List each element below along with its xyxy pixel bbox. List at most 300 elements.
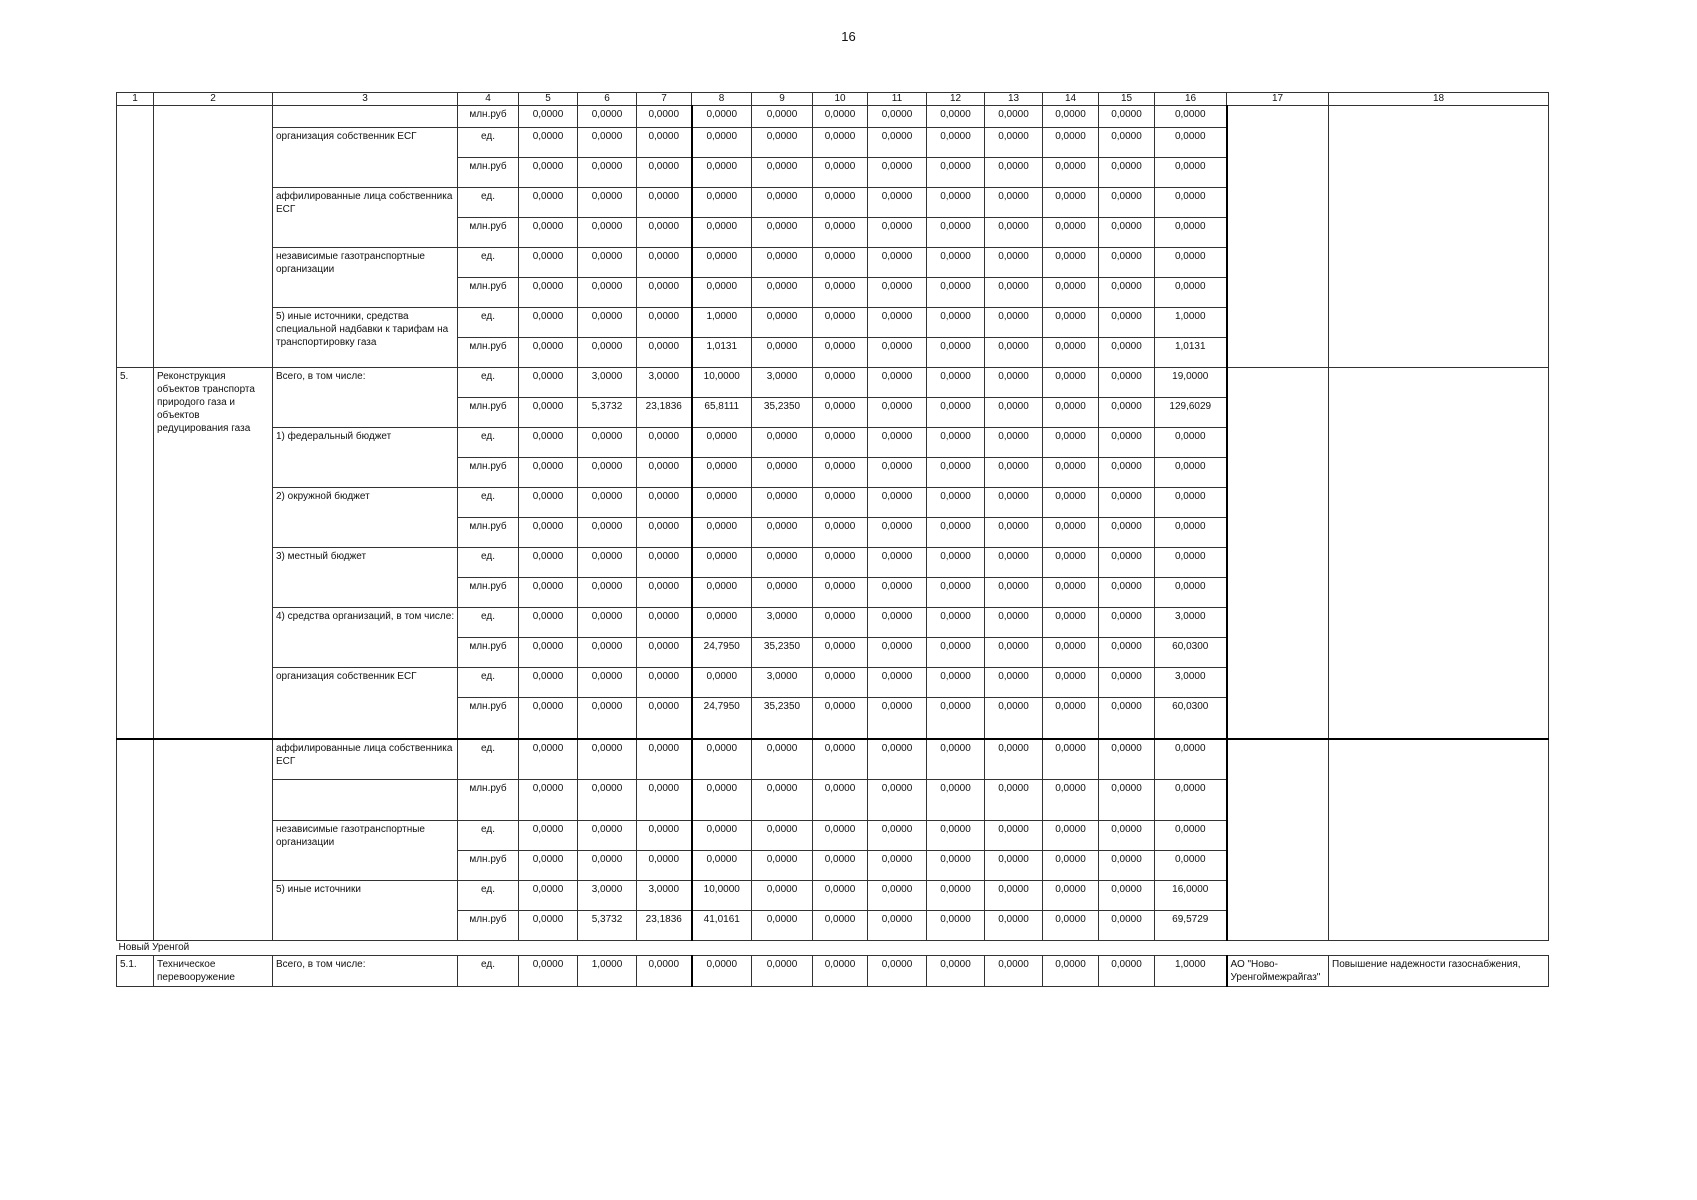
source-cell: организация собственник ЕСГ [273, 128, 458, 188]
value-cell: 0,0000 [1099, 638, 1155, 668]
value-cell: 0,0000 [1043, 608, 1099, 638]
value-cell: 0,0000 [985, 428, 1043, 458]
value-cell: 0,0000 [1099, 488, 1155, 518]
unit-cell: ед. [458, 488, 519, 518]
value-cell: 0,0000 [637, 458, 692, 488]
value-cell: 0,0000 [692, 608, 752, 638]
value-cell: 0,0000 [1099, 188, 1155, 218]
col-header: 2 [154, 93, 273, 106]
value-cell: 0,0000 [813, 128, 868, 158]
value-cell: 35,2350 [752, 698, 813, 739]
source-cell: Всего, в том числе: [273, 368, 458, 428]
value-cell: 0,0000 [985, 668, 1043, 698]
unit-cell: ед. [458, 188, 519, 218]
value-cell: 0,0000 [692, 488, 752, 518]
value-cell: 0,0000 [868, 368, 927, 398]
value-cell: 0,0000 [868, 128, 927, 158]
unit-cell: млн.руб [458, 278, 519, 308]
value-cell: 0,0000 [927, 458, 985, 488]
value-cell: 0,0000 [752, 821, 813, 851]
value-cell: 0,0000 [813, 698, 868, 739]
value-cell: 0,0000 [692, 780, 752, 821]
source-cell: аффилированные лица собственника ЕСГ [273, 739, 458, 780]
value-cell: 0,0000 [813, 248, 868, 278]
value-cell: 0,0000 [637, 518, 692, 548]
unit-cell: млн.руб [458, 851, 519, 881]
value-cell: 0,0000 [1099, 106, 1155, 128]
value-cell: 0,0000 [519, 638, 578, 668]
value-cell: 0,0000 [985, 368, 1043, 398]
unit-cell: ед. [458, 308, 519, 338]
value-cell: 0,0000 [813, 739, 868, 780]
purpose-cell: Повышение надежности газоснабжения, [1329, 956, 1549, 987]
value-cell: 0,0000 [637, 278, 692, 308]
unit-cell: ед. [458, 956, 519, 987]
value-cell: 0,0000 [578, 578, 637, 608]
value-cell: 0,0000 [1099, 668, 1155, 698]
value-cell: 0,0000 [1043, 698, 1099, 739]
value-cell: 0,0000 [692, 158, 752, 188]
unit-cell: млн.руб [458, 158, 519, 188]
value-cell: 0,0000 [985, 488, 1043, 518]
source-cell [273, 780, 458, 821]
value-cell: 0,0000 [1043, 458, 1099, 488]
unit-cell: ед. [458, 608, 519, 638]
value-cell: 3,0000 [752, 668, 813, 698]
value-cell: 0,0000 [637, 248, 692, 278]
value-cell: 0,0000 [813, 608, 868, 638]
value-cell: 0,0000 [813, 428, 868, 458]
value-cell: 0,0000 [578, 106, 637, 128]
purpose-cell [1329, 739, 1549, 941]
value-cell: 0,0000 [578, 518, 637, 548]
value-cell: 0,0000 [1099, 368, 1155, 398]
value-cell: 0,0000 [868, 188, 927, 218]
value-cell: 0,0000 [1043, 278, 1099, 308]
unit-cell: ед. [458, 368, 519, 398]
value-cell: 0,0000 [985, 739, 1043, 780]
value-cell: 0,0000 [1155, 128, 1227, 158]
value-cell: 0,0000 [1099, 308, 1155, 338]
value-cell: 0,0000 [752, 128, 813, 158]
value-cell: 0,0000 [927, 488, 985, 518]
measure-name-cell [154, 739, 273, 941]
value-cell: 0,0000 [1043, 428, 1099, 458]
value-cell: 0,0000 [519, 548, 578, 578]
value-cell: 0,0000 [692, 278, 752, 308]
value-cell: 0,0000 [1043, 158, 1099, 188]
value-cell: 0,0000 [1043, 488, 1099, 518]
value-cell: 0,0000 [637, 488, 692, 518]
value-cell: 0,0000 [752, 278, 813, 308]
value-cell: 0,0000 [927, 248, 985, 278]
value-cell: 0,0000 [813, 106, 868, 128]
value-cell: 0,0000 [1155, 278, 1227, 308]
unit-cell: млн.руб [458, 698, 519, 739]
value-cell: 0,0000 [578, 128, 637, 158]
value-cell: 1,0000 [692, 308, 752, 338]
value-cell: 0,0000 [637, 608, 692, 638]
value-cell: 0,0000 [1099, 608, 1155, 638]
value-cell: 0,0000 [868, 638, 927, 668]
value-cell: 0,0000 [1043, 218, 1099, 248]
value-cell: 3,0000 [752, 608, 813, 638]
value-cell: 0,0000 [813, 158, 868, 188]
col-header: 15 [1099, 93, 1155, 106]
value-cell: 0,0000 [519, 368, 578, 398]
value-cell: 16,0000 [1155, 881, 1227, 911]
value-cell: 0,0000 [752, 881, 813, 911]
value-cell: 0,0000 [578, 188, 637, 218]
value-cell: 0,0000 [985, 218, 1043, 248]
header-row [117, 93, 1549, 106]
col-header: 16 [1155, 93, 1227, 106]
value-cell: 0,0000 [868, 518, 927, 548]
source-cell: аффилированные лица собственника ЕСГ [273, 188, 458, 248]
table-row [117, 739, 1549, 780]
value-cell: 0,0000 [637, 698, 692, 739]
value-cell: 0,0000 [519, 881, 578, 911]
value-cell: 0,0000 [637, 668, 692, 698]
value-cell: 0,0000 [1155, 248, 1227, 278]
value-cell: 0,0000 [1099, 218, 1155, 248]
measure-name-cell [154, 106, 273, 368]
executor-cell [1227, 368, 1329, 739]
value-cell: 0,0000 [1155, 488, 1227, 518]
col-header: 10 [813, 93, 868, 106]
value-cell: 0,0000 [752, 158, 813, 188]
value-cell: 0,0000 [578, 851, 637, 881]
unit-cell: ед. [458, 128, 519, 158]
table-row [117, 106, 1549, 128]
value-cell: 0,0000 [692, 128, 752, 158]
value-cell: 0,0000 [985, 851, 1043, 881]
value-cell: 0,0000 [813, 911, 868, 941]
source-cell: 4) средства организаций, в том числе: [273, 608, 458, 668]
value-cell: 0,0000 [578, 638, 637, 668]
value-cell: 0,0000 [985, 608, 1043, 638]
value-cell: 0,0000 [1099, 698, 1155, 739]
value-cell: 60,0300 [1155, 698, 1227, 739]
value-cell: 0,0000 [637, 739, 692, 780]
value-cell: 0,0000 [519, 668, 578, 698]
value-cell: 0,0000 [637, 851, 692, 881]
value-cell: 0,0000 [637, 128, 692, 158]
value-cell: 0,0000 [868, 548, 927, 578]
value-cell: 0,0000 [1155, 458, 1227, 488]
value-cell: 0,0000 [752, 248, 813, 278]
value-cell: 0,0000 [752, 578, 813, 608]
value-cell: 0,0000 [868, 578, 927, 608]
value-cell: 0,0000 [637, 428, 692, 458]
value-cell: 0,0000 [578, 488, 637, 518]
value-cell: 0,0000 [1043, 128, 1099, 158]
value-cell: 0,0000 [519, 956, 578, 987]
row-number-cell [117, 106, 154, 368]
executor-cell: АО "Ново-Уренгоймежрайгаз" [1227, 956, 1329, 987]
value-cell: 0,0000 [519, 780, 578, 821]
value-cell: 0,0000 [1043, 821, 1099, 851]
value-cell: 0,0000 [752, 458, 813, 488]
value-cell: 0,0000 [692, 548, 752, 578]
value-cell: 0,0000 [927, 780, 985, 821]
value-cell: 0,0000 [868, 698, 927, 739]
value-cell: 0,0000 [578, 428, 637, 458]
value-cell: 0,0000 [927, 608, 985, 638]
value-cell: 0,0000 [692, 739, 752, 780]
value-cell: 0,0000 [578, 158, 637, 188]
value-cell: 0,0000 [927, 578, 985, 608]
table-body [117, 106, 1549, 987]
value-cell: 0,0000 [1043, 308, 1099, 338]
value-cell: 0,0000 [692, 188, 752, 218]
value-cell: 0,0000 [985, 398, 1043, 428]
value-cell: 3,0000 [1155, 608, 1227, 638]
value-cell: 0,0000 [637, 780, 692, 821]
value-cell: 0,0000 [692, 106, 752, 128]
col-header: 12 [927, 93, 985, 106]
value-cell: 0,0000 [985, 518, 1043, 548]
unit-cell: млн.руб [458, 106, 519, 128]
value-cell: 0,0000 [692, 518, 752, 548]
col-header: 5 [519, 93, 578, 106]
col-header: 14 [1043, 93, 1099, 106]
value-cell: 0,0000 [985, 821, 1043, 851]
value-cell: 24,7950 [692, 698, 752, 739]
value-cell: 0,0000 [578, 739, 637, 780]
unit-cell: ед. [458, 739, 519, 780]
value-cell: 0,0000 [1043, 248, 1099, 278]
value-cell: 0,0000 [637, 106, 692, 128]
page-number: 16 [841, 29, 856, 44]
value-cell: 0,0000 [1099, 851, 1155, 881]
value-cell: 0,0000 [519, 248, 578, 278]
value-cell: 0,0000 [927, 851, 985, 881]
section-title: Новый Уренгой [117, 941, 1549, 956]
value-cell: 10,0000 [692, 881, 752, 911]
col-header: 17 [1227, 93, 1329, 106]
col-header: 1 [117, 93, 154, 106]
value-cell: 0,0000 [1155, 739, 1227, 780]
value-cell: 0,0000 [985, 956, 1043, 987]
value-cell: 0,0000 [519, 106, 578, 128]
value-cell: 0,0000 [519, 218, 578, 248]
value-cell: 0,0000 [813, 338, 868, 368]
unit-cell: млн.руб [458, 398, 519, 428]
value-cell: 0,0000 [1099, 518, 1155, 548]
value-cell: 0,0000 [927, 188, 985, 218]
value-cell: 0,0000 [752, 911, 813, 941]
value-cell: 0,0000 [868, 881, 927, 911]
value-cell: 0,0000 [578, 308, 637, 338]
value-cell: 0,0000 [1155, 851, 1227, 881]
value-cell: 0,0000 [519, 458, 578, 488]
value-cell: 0,0000 [985, 128, 1043, 158]
value-cell: 1,0000 [1155, 308, 1227, 338]
value-cell: 0,0000 [985, 548, 1043, 578]
value-cell: 0,0000 [927, 638, 985, 668]
value-cell: 0,0000 [813, 851, 868, 881]
value-cell: 0,0000 [813, 638, 868, 668]
unit-cell: млн.руб [458, 578, 519, 608]
value-cell: 0,0000 [927, 911, 985, 941]
value-cell: 0,0000 [692, 458, 752, 488]
executor-cell [1227, 739, 1329, 941]
value-cell: 3,0000 [578, 881, 637, 911]
value-cell: 0,0000 [868, 608, 927, 638]
col-header: 9 [752, 93, 813, 106]
value-cell: 0,0000 [692, 248, 752, 278]
value-cell: 19,0000 [1155, 368, 1227, 398]
value-cell: 0,0000 [927, 158, 985, 188]
value-cell: 0,0000 [985, 308, 1043, 338]
value-cell: 0,0000 [578, 248, 637, 278]
value-cell: 0,0000 [637, 338, 692, 368]
value-cell: 0,0000 [519, 158, 578, 188]
value-cell: 0,0000 [519, 518, 578, 548]
value-cell: 0,0000 [813, 780, 868, 821]
value-cell: 0,0000 [868, 851, 927, 881]
value-cell: 0,0000 [519, 739, 578, 780]
value-cell: 0,0000 [1099, 128, 1155, 158]
unit-cell: млн.руб [458, 218, 519, 248]
value-cell: 0,0000 [813, 548, 868, 578]
value-cell: 0,0000 [578, 218, 637, 248]
source-cell [273, 106, 458, 128]
unit-cell: млн.руб [458, 638, 519, 668]
value-cell: 0,0000 [1099, 398, 1155, 428]
value-cell: 0,0000 [1099, 739, 1155, 780]
value-cell: 0,0000 [519, 428, 578, 458]
value-cell: 0,0000 [868, 428, 927, 458]
value-cell: 0,0000 [1099, 578, 1155, 608]
col-header: 3 [273, 93, 458, 106]
value-cell: 0,0000 [1155, 780, 1227, 821]
value-cell: 24,7950 [692, 638, 752, 668]
investment-table [116, 92, 1549, 987]
value-cell: 0,0000 [868, 278, 927, 308]
value-cell: 1,0131 [692, 338, 752, 368]
value-cell: 23,1836 [637, 911, 692, 941]
value-cell: 0,0000 [813, 578, 868, 608]
value-cell: 0,0000 [868, 668, 927, 698]
value-cell: 0,0000 [927, 548, 985, 578]
col-header: 8 [692, 93, 752, 106]
value-cell: 0,0000 [868, 308, 927, 338]
value-cell: 0,0000 [1043, 188, 1099, 218]
value-cell: 0,0000 [1043, 739, 1099, 780]
row-number-cell: 5. [117, 368, 154, 739]
value-cell: 0,0000 [1043, 668, 1099, 698]
value-cell: 0,0000 [1043, 638, 1099, 668]
value-cell: 0,0000 [752, 188, 813, 218]
value-cell: 0,0000 [752, 338, 813, 368]
value-cell: 0,0000 [868, 338, 927, 368]
source-cell: Всего, в том числе: [273, 956, 458, 987]
value-cell: 0,0000 [1155, 548, 1227, 578]
purpose-cell [1329, 106, 1549, 368]
source-cell: 3) местный бюджет [273, 548, 458, 608]
value-cell: 0,0000 [985, 158, 1043, 188]
col-header: 18 [1329, 93, 1549, 106]
value-cell: 0,0000 [927, 218, 985, 248]
source-cell: организация собственник ЕСГ [273, 668, 458, 739]
value-cell: 65,8111 [692, 398, 752, 428]
value-cell: 0,0000 [985, 881, 1043, 911]
value-cell: 35,2350 [752, 638, 813, 668]
value-cell: 5,3732 [578, 911, 637, 941]
value-cell: 0,0000 [637, 578, 692, 608]
value-cell: 0,0000 [1043, 398, 1099, 428]
unit-cell: ед. [458, 428, 519, 458]
value-cell: 0,0000 [927, 308, 985, 338]
value-cell: 0,0000 [692, 428, 752, 458]
value-cell: 0,0000 [752, 218, 813, 248]
purpose-cell [1329, 368, 1549, 739]
source-cell: независимые газотранспортные организации [273, 248, 458, 308]
value-cell: 0,0000 [519, 278, 578, 308]
value-cell: 0,0000 [927, 338, 985, 368]
value-cell: 0,0000 [578, 821, 637, 851]
unit-cell: ед. [458, 821, 519, 851]
col-header: 11 [868, 93, 927, 106]
value-cell: 1,0131 [1155, 338, 1227, 368]
value-cell: 69,5729 [1155, 911, 1227, 941]
value-cell: 0,0000 [752, 851, 813, 881]
value-cell: 0,0000 [813, 368, 868, 398]
value-cell: 0,0000 [1155, 188, 1227, 218]
value-cell: 0,0000 [927, 106, 985, 128]
value-cell: 0,0000 [752, 428, 813, 458]
value-cell: 0,0000 [985, 338, 1043, 368]
value-cell: 0,0000 [813, 308, 868, 338]
value-cell: 0,0000 [868, 398, 927, 428]
value-cell: 35,2350 [752, 398, 813, 428]
value-cell: 0,0000 [519, 698, 578, 739]
value-cell: 0,0000 [519, 488, 578, 518]
value-cell: 0,0000 [578, 698, 637, 739]
value-cell: 0,0000 [752, 780, 813, 821]
value-cell: 23,1836 [637, 398, 692, 428]
value-cell: 0,0000 [927, 821, 985, 851]
value-cell: 0,0000 [927, 428, 985, 458]
value-cell: 3,0000 [637, 368, 692, 398]
value-cell: 0,0000 [927, 368, 985, 398]
value-cell: 0,0000 [692, 821, 752, 851]
value-cell: 0,0000 [1043, 956, 1099, 987]
value-cell: 0,0000 [752, 518, 813, 548]
value-cell: 0,0000 [985, 911, 1043, 941]
section-row [117, 941, 1549, 956]
measure-name-cell: Техническое перевооружение [154, 956, 273, 987]
value-cell: 0,0000 [1099, 911, 1155, 941]
value-cell: 0,0000 [637, 158, 692, 188]
value-cell: 0,0000 [813, 881, 868, 911]
value-cell: 3,0000 [752, 368, 813, 398]
value-cell: 0,0000 [519, 608, 578, 638]
value-cell: 0,0000 [1043, 548, 1099, 578]
value-cell: 3,0000 [637, 881, 692, 911]
value-cell: 0,0000 [1043, 518, 1099, 548]
value-cell: 0,0000 [1155, 821, 1227, 851]
value-cell: 0,0000 [578, 338, 637, 368]
value-cell: 0,0000 [985, 458, 1043, 488]
value-cell: 0,0000 [868, 106, 927, 128]
value-cell: 0,0000 [813, 398, 868, 428]
unit-cell: млн.руб [458, 780, 519, 821]
value-cell: 0,0000 [1099, 278, 1155, 308]
value-cell: 0,0000 [519, 851, 578, 881]
